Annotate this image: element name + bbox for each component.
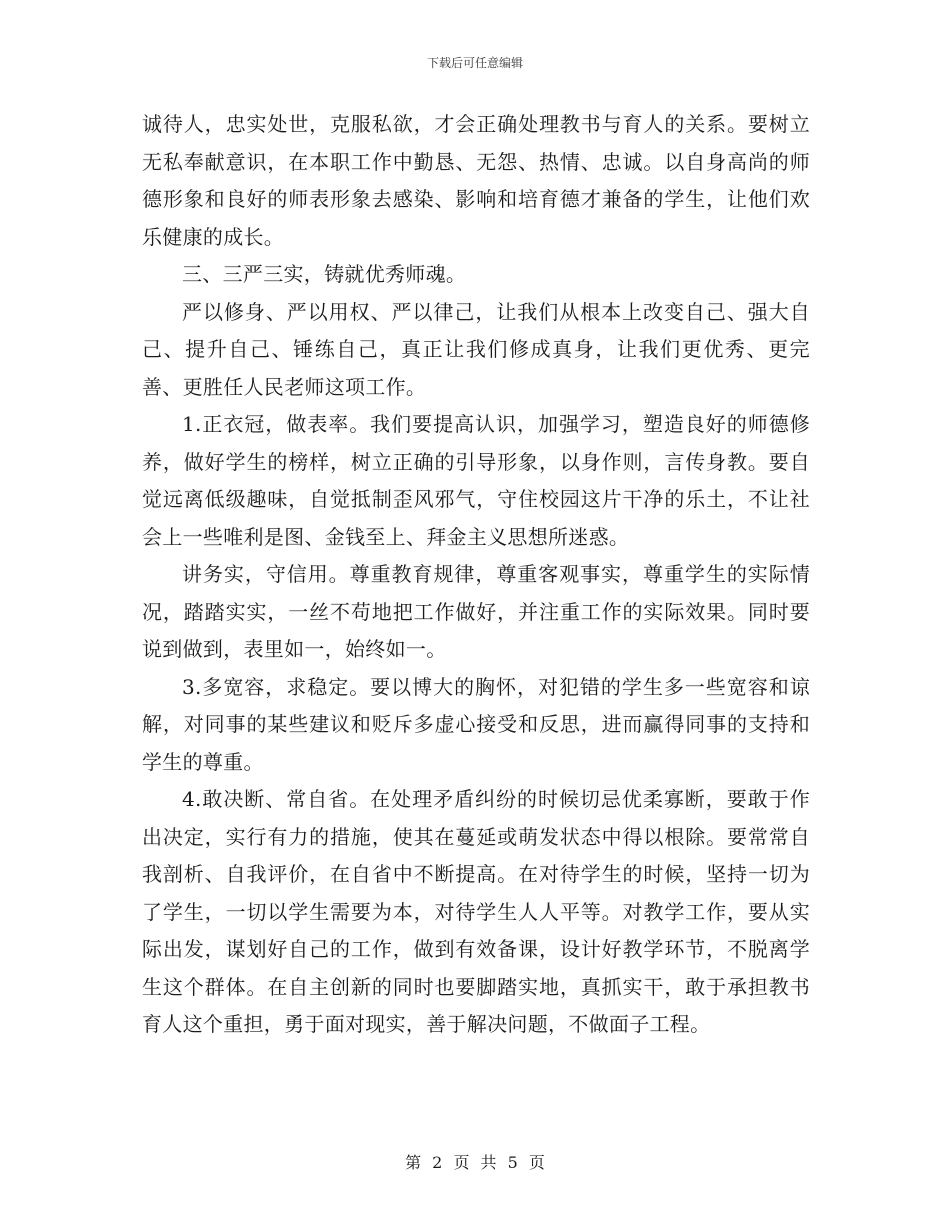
paragraph-3: 严以修身、严以用权、严以律己，让我们从根本上改变自己、强大自己、提升自己、锤练自己，真正让我们修成真身，让我们更优秀、更完善、更胜任人民老师这项工作。 xyxy=(142,299,810,399)
section-heading: 三、三严三实，铸就优秀师魂。 xyxy=(182,262,467,286)
paragraph-5: 讲务实，守信用。尊重教育规律，尊重客观事实，尊重学生的实际情况，踏踏实实，一丝不苟地把工作做好，并注重工作的实际效果。同时要说到做到，表里如一，始终如一。 xyxy=(142,562,810,661)
page-number: 第 2 页 共 5 页 xyxy=(405,1153,545,1172)
paragraph-4: 1.正衣冠，做表率。我们要提高认识，加强学习，塑造良好的师德修养，做好学生的榜样，树立正确的引导形象，以身作则，言传身教。要自觉远离低级趣味，自觉抵制歪风邪气，守住校园这片干净的乐土，不让社会上一些唯利是图、金钱至上、拜金主义思想所迷惑。 xyxy=(142,412,810,549)
paragraph-6: 3.多宽容，求稳定。要以博大的胸怀，对犯错的学生多一些宽容和谅解，对同事的某些建议和贬斥多虚心接受和反思，进而赢得同事的支持和学生的尊重。 xyxy=(142,674,810,774)
paragraph-1: 诚待人，忠实处世，克服私欲，才会正确处理教书与育人的关系。要树立无私奉献意识，在本职工作中勤恳、无怨、热情、忠诚。以自身高尚的师德形象和良好的师表形象去感染、影响和培育德才兼备的学生，让他们欢乐健康的成长。 xyxy=(142,112,810,249)
paragraph-7: 4.敢决断、常自省。在处理矛盾纠纷的时候切忌优柔寡断，要敢于作出决定，实行有力的措施，使其在蔓延或萌发状态中得以根除。要常常自我剖析、自我评价，在自省中不断提高。在对待学生的时候，坚持一切为了学生，一切以学生需要为本，对待学生人人平等。对教学工作，要从实际出发，谋划好自己的工作，做到有效备课，设计好教学环节，不脱离学生这个群体。在自主创新的同时也要脚踏实地，真抓实干，敢于承担教书育人这个重担，勇于面对现实，善于解决问题，不做面子工程。 xyxy=(142,787,810,1036)
document-body xyxy=(142,106,810,1044)
page-header-note: 下载后可任意编辑 xyxy=(426,56,523,70)
